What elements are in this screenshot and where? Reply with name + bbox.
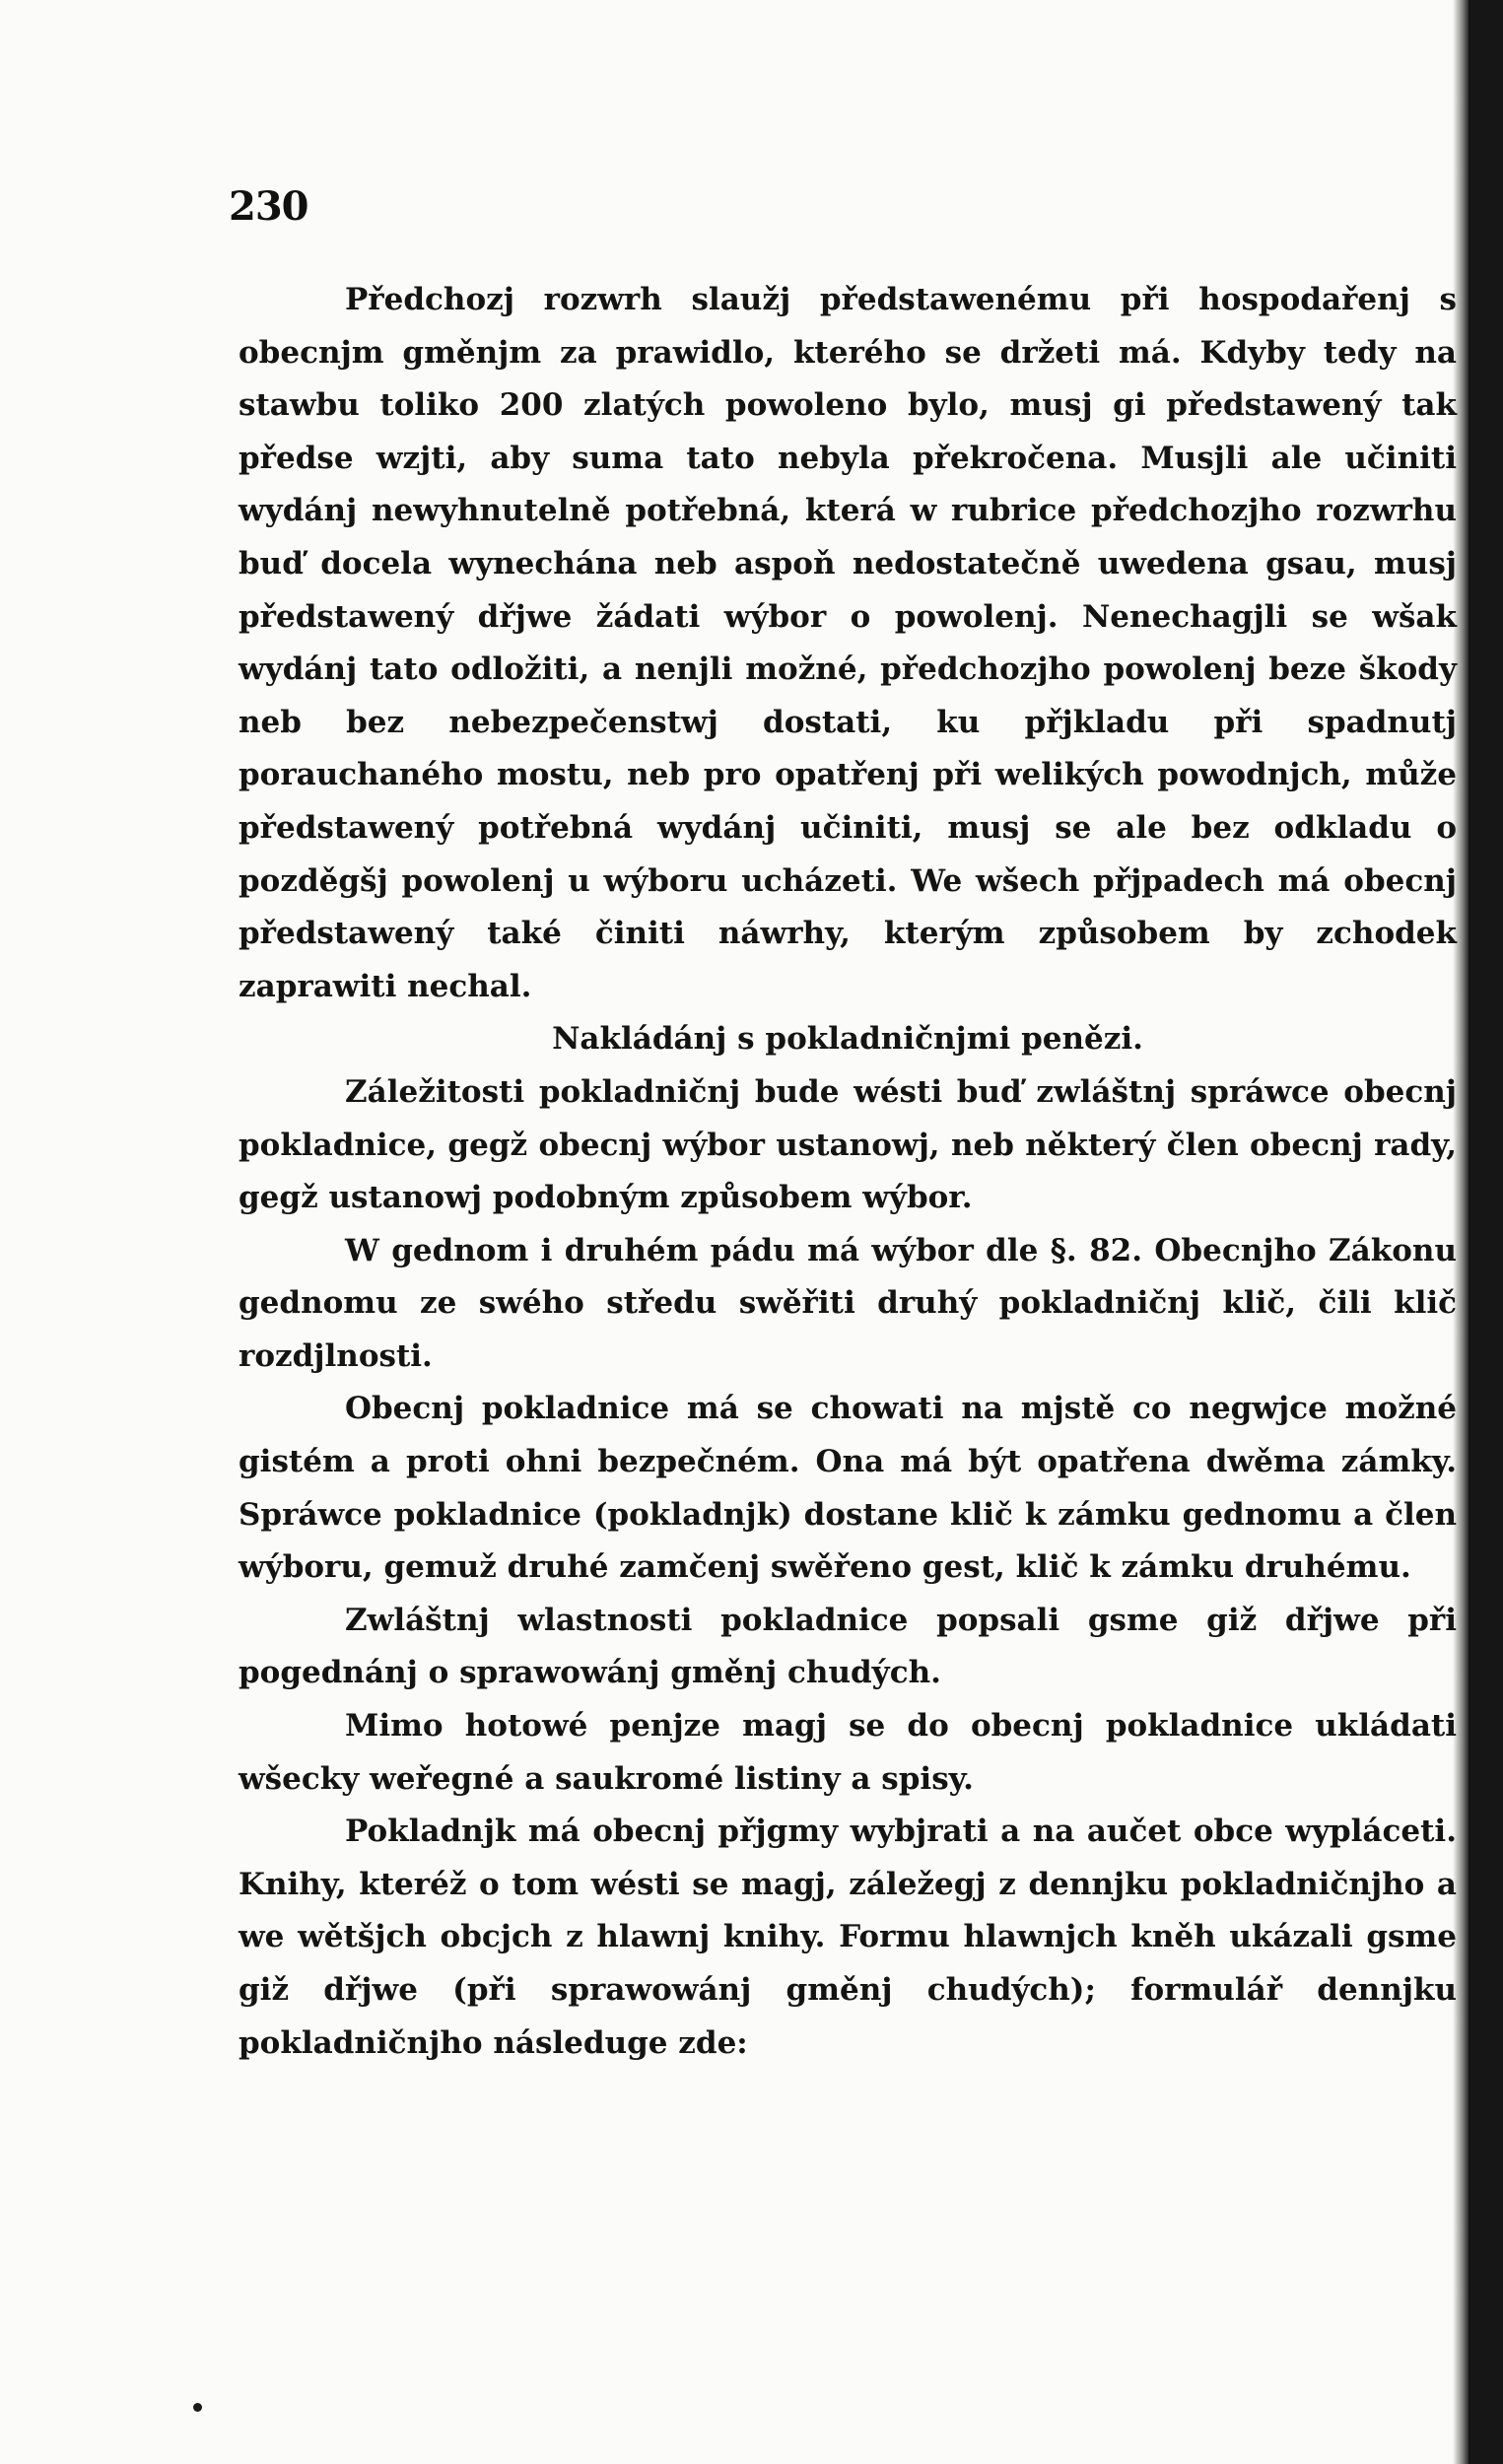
scan-border	[1469, 0, 1503, 2464]
paragraph-budget: Předchozj rozwrh slaužj předstawenému při hospodařenj s obecnjm gměnjm za prawidlo, kterého se držeti má. Kdyby tedy na stawbu toliko 200 zlatých powoleno bylo, musj gi předstawený tak předse wzjti, aby suma tato nebyla překročena. Musjli ale učiniti wydánj newyhnutelně potřebná, která w rubrice předchozjho rozwrhu buď docela wynechána neb aspoň nedostatečně uwedena gsau, musj předstawený dřjwe žádati wýbor o powolenj. Nenechagjli se wšak wydánj tato odložiti, a nenjli možné, předchozjho powolenj beze škody neb bez nebezpečenstwj dostati, ku přjkladu při spadnutj porauchaného mostu, neb pro opatřenj při welikých powodnjch, může předstawený potřebná wydánj učiniti, musj se ale bez odkladu o pozděgšj powolenj u wýboru ucházeti. We wšech přjpadech má obecnj předstawený také činiti náwrhy, kterým způsobem by zchodek zaprawiti nechal.	[239, 282, 1457, 1004]
body-text	[239, 274, 1457, 2070]
paragraph-books: Pokladnjk má obecnj přjgmy wybjrati a na aučet obce wypláceti. Knihy, kteréž o tom wésti se magj, záležegj z dennjku pokladničnjho a we wětšjch obcjch z hlawnj knihy. Formu hlawnjch kněh ukázali gsme giž dřjwe (při sprawowánj gměnj chudých); formulář dennjku pokladničnjho následuge zde:	[239, 1814, 1457, 2061]
section-heading: Nakládánj s pokladničnjmi penězi.	[552, 1021, 1143, 1058]
page-number: 230	[229, 183, 308, 230]
paragraph-treasurer: Záležitosti pokladničnj bude wésti buď zwláštnj spráwce obecnj pokladnice, gegž obecnj wýbor ustanowj, neb některý člen obecnj rady, gegž ustanowj podobným způsobem wýbor.	[239, 1073, 1457, 1216]
ink-speck	[193, 2403, 202, 2412]
paragraph-properties: Zwláštnj wlastnosti pokladnice popsali gsme giž dřjwe při pogednánj o sprawowánj gměnj chudých.	[239, 1602, 1457, 1691]
paragraph-key: W gednom i druhém pádu má wýbor dle §. 82. Obecnjho Zákonu gednomu ze swého středu swěřiti druhý pokladničnj klič, čili klič rozdjlnosti.	[239, 1232, 1457, 1374]
paragraph-documents: Mimo hotowé penjze magj se do obecnj pokladnice ukládati wšecky weřegné a saukromé listiny a spisy.	[239, 1708, 1457, 1797]
paragraph-safe: Obecnj pokladnice má se chowati na mjstě co negwjce možné gistém a proti ohni bezpečném. Ona má být opatřena dwěma zámky. Spráwce pokladnice (pokladnjk) dostane klič k zámku gednomu a člen wýboru, gemuž druhé zamčenj swěřeno gest, klič k zámku druhému.	[239, 1391, 1457, 1586]
